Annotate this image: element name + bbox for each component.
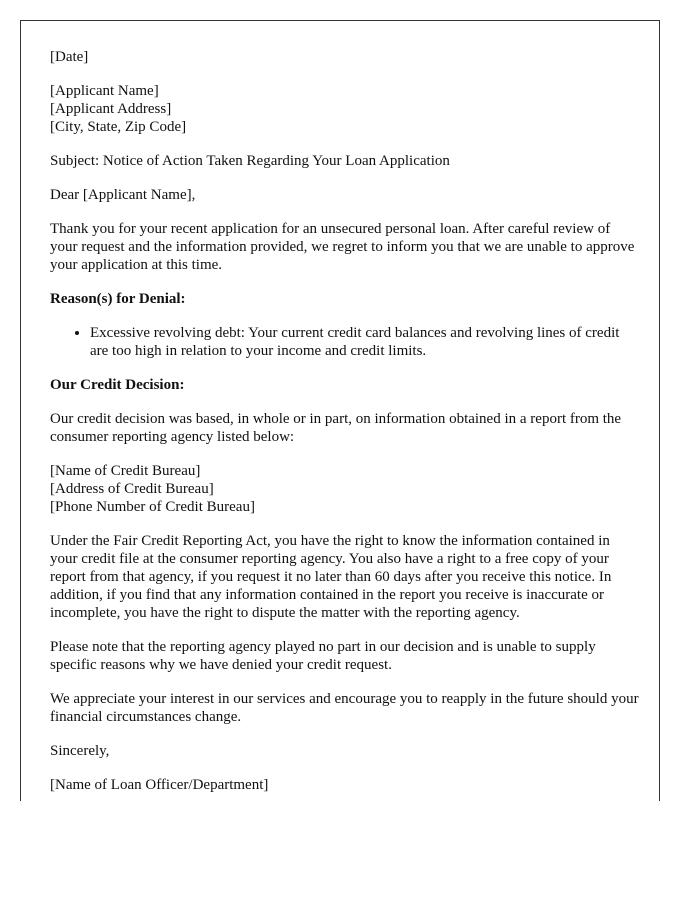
reasons-list [50, 324, 640, 360]
bureau-block [50, 462, 640, 516]
letter-page [20, 20, 660, 801]
fcra-paragraph: Under the Fair Credit Reporting Act, you have the right to know the information contained in your credit file at the consumer reporting agency. You also have a right to a free copy of your report from that agency, if you request it no later than 60 days after you receive this notice. In addition, if you find that any information contained in the report you receive is inaccurate or incomplete, you have the right to dispute the matter with the reporting agency. [50, 533, 612, 621]
letter-salutation: Dear [Applicant Name], [50, 187, 196, 203]
intro-paragraph: Thank you for your recent application for an unsecured personal loan. After careful review of your request and the information provided, we regret to inform you that we are unable to approve your application at this time. [50, 221, 635, 273]
bureau-name: [Name of Credit Bureau] [50, 463, 201, 479]
recipient-address: [Applicant Address] [50, 101, 172, 117]
recipient-city-state-zip: [City, State, Zip Code] [50, 119, 187, 135]
recipient-name: [Applicant Name] [50, 83, 159, 99]
decision-paragraph: Our credit decision was based, in whole or in part, on information obtained in a report from the consumer reporting agency listed below: [50, 411, 622, 445]
closing-paragraph: We appreciate your interest in our services and encourage you to reapply in the future should your financial circumstances change. [50, 691, 639, 725]
recipient-block [50, 82, 640, 136]
reasons-heading: Reason(s) for Denial: [50, 291, 186, 307]
sign-off: Sincerely, [50, 743, 110, 759]
letter-content [50, 48, 640, 801]
bureau-phone: [Phone Number of Credit Bureau] [50, 499, 255, 515]
bureau-address: [Address of Credit Bureau] [50, 481, 214, 497]
decision-heading: Our Credit Decision: [50, 377, 185, 393]
reason-item: • Excessive revolving debt: Your current credit card balances and revolving lines of credit are too high in relation to your income and credit limits. [90, 324, 640, 360]
letter-date: [Date] [50, 49, 89, 65]
agency-note-paragraph: Please note that the reporting agency played no part in our decision and is unable to supply specific reasons why we have denied your credit request. [50, 639, 596, 673]
letter-subject: Subject: Notice of Action Taken Regarding Your Loan Application [50, 153, 450, 169]
signature-line: [Name of Loan Officer/Department] [50, 777, 269, 793]
